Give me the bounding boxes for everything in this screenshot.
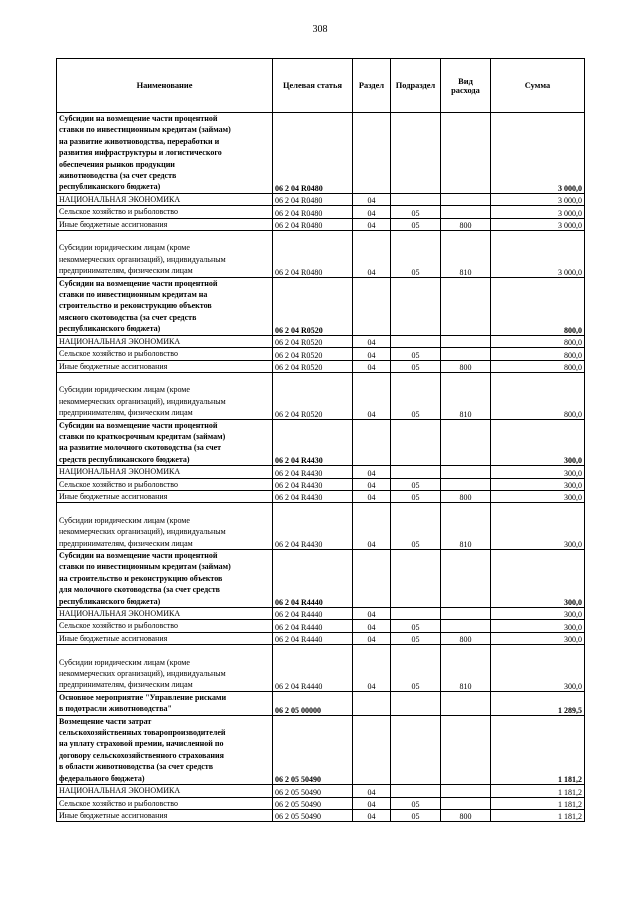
row-amount: 3 000,0 — [491, 193, 585, 205]
row-name-line: Иные бюджетные ассигнования — [59, 810, 168, 820]
row-subsection — [391, 785, 441, 797]
table-row — [57, 277, 585, 335]
row-name — [57, 218, 273, 230]
row-subsection: 05 — [391, 478, 441, 490]
row-name-line: НАЦИОНАЛЬНАЯ ЭКОНОМИКА — [59, 336, 181, 346]
row-amount: 1 181,2 — [491, 809, 585, 821]
row-name-line — [59, 645, 270, 656]
header-amount: Сумма — [491, 59, 585, 113]
row-target: 06 2 04 R0480 — [273, 193, 353, 205]
row-section: 04 — [353, 503, 391, 550]
row-subsection: 05 — [391, 206, 441, 218]
row-expense-type: 800 — [441, 490, 491, 502]
row-name-line: Сельское хозяйство и рыболовство — [59, 621, 179, 631]
row-section — [353, 419, 391, 466]
row-amount: 300,0 — [491, 549, 585, 607]
row-name — [57, 797, 273, 809]
row-name-line: НАЦИОНАЛЬНАЯ ЭКОНОМИКА — [59, 786, 181, 796]
row-target: 06 2 04 R4440 — [273, 549, 353, 607]
table-row — [57, 348, 585, 360]
row-name — [57, 113, 273, 194]
row-name-line: Субсидии на возмещение части процентной — [59, 420, 218, 430]
row-name-line — [59, 373, 270, 384]
row-amount: 3 000,0 — [491, 231, 585, 278]
row-section — [353, 691, 391, 715]
row-target: 06 2 05 00000 — [273, 691, 353, 715]
row-name-line: Сельское хозяйство и рыболовство — [59, 207, 179, 217]
table-row — [57, 466, 585, 478]
table-row — [57, 549, 585, 607]
row-name — [57, 478, 273, 490]
row-subsection — [391, 549, 441, 607]
row-name — [57, 372, 273, 419]
row-subsection — [391, 466, 441, 478]
page-number: 308 — [312, 24, 328, 35]
row-section: 04 — [353, 632, 391, 644]
header-target: Целевая статья — [273, 59, 353, 113]
row-name-line: Субсидии на возмещение части процентной — [59, 550, 218, 560]
row-amount: 300,0 — [491, 503, 585, 550]
row-subsection: 05 — [391, 645, 441, 692]
row-amount: 1 181,2 — [491, 797, 585, 809]
row-expense-type: 800 — [441, 218, 491, 230]
row-subsection: 05 — [391, 809, 441, 821]
row-subsection: 05 — [391, 620, 441, 632]
row-name — [57, 549, 273, 607]
row-subsection: 05 — [391, 503, 441, 550]
row-subsection: 05 — [391, 348, 441, 360]
row-amount: 300,0 — [491, 632, 585, 644]
row-target: 06 2 04 R4440 — [273, 608, 353, 620]
row-expense-type: 810 — [441, 372, 491, 419]
row-section — [353, 113, 391, 194]
table-row — [57, 797, 585, 809]
row-name — [57, 348, 273, 360]
table-row — [57, 608, 585, 620]
row-target: 06 2 04 R0520 — [273, 277, 353, 335]
row-expense-type — [441, 797, 491, 809]
row-expense-type — [441, 113, 491, 194]
row-name-line: Иные бюджетные ассигнования — [59, 219, 168, 229]
row-target: 06 2 04 R0480 — [273, 206, 353, 218]
row-name-line: федерального бюджета) — [59, 773, 145, 783]
row-name — [57, 231, 273, 278]
budget-table — [56, 58, 585, 822]
row-subsection — [391, 113, 441, 194]
row-amount: 300,0 — [491, 620, 585, 632]
row-section: 04 — [353, 490, 391, 502]
row-expense-type — [441, 620, 491, 632]
row-section: 04 — [353, 785, 391, 797]
row-section — [353, 277, 391, 335]
row-target: 06 2 04 R4430 — [273, 419, 353, 466]
row-expense-type — [441, 549, 491, 607]
row-name-line: мясного скотоводства (за счет средств — [59, 312, 197, 322]
table-header-row — [57, 59, 585, 113]
row-subsection: 05 — [391, 632, 441, 644]
row-amount: 300,0 — [491, 466, 585, 478]
table-row — [57, 231, 585, 278]
row-expense-type — [441, 419, 491, 466]
row-name-line: некоммерческих организаций), индивидуальным — [59, 669, 226, 679]
row-name-line: Субсидии на возмещение части процентной — [59, 278, 218, 288]
row-expense-type — [441, 691, 491, 715]
row-name-line: НАЦИОНАЛЬНАЯ ЭКОНОМИКА — [59, 467, 181, 477]
row-name-line: Субсидии на возмещение части процентной — [59, 114, 218, 123]
row-expense-type: 800 — [441, 360, 491, 372]
row-amount: 3 000,0 — [491, 206, 585, 218]
row-expense-type — [441, 608, 491, 620]
row-subsection — [391, 691, 441, 715]
row-name-line: республиканского бюджета) — [59, 324, 161, 334]
row-name-line: Иные бюджетные ассигнования — [59, 633, 168, 643]
row-section: 04 — [353, 478, 391, 490]
table-row — [57, 645, 585, 692]
row-expense-type — [441, 715, 491, 784]
row-name — [57, 691, 273, 715]
row-name — [57, 645, 273, 692]
row-subsection: 05 — [391, 360, 441, 372]
table-row — [57, 620, 585, 632]
row-name-line: ставки по инвестиционным кредитам на — [59, 290, 208, 300]
row-expense-type — [441, 785, 491, 797]
row-target: 06 2 04 R0520 — [273, 335, 353, 347]
row-amount: 800,0 — [491, 372, 585, 419]
row-expense-type — [441, 335, 491, 347]
row-name-line: сельскохозяйственных товаропроизводителей — [59, 728, 226, 738]
row-section: 04 — [353, 360, 391, 372]
row-name-line: на строительство и реконструкцию объектов — [59, 573, 223, 583]
table-row — [57, 206, 585, 218]
row-expense-type: 810 — [441, 231, 491, 278]
row-target: 06 2 04 R4440 — [273, 632, 353, 644]
row-expense-type — [441, 478, 491, 490]
row-section: 04 — [353, 466, 391, 478]
row-name — [57, 360, 273, 372]
row-name-line: Сельское хозяйство и рыболовство — [59, 349, 179, 359]
row-subsection — [391, 419, 441, 466]
row-name-line: некоммерческих организаций), индивидуальным — [59, 527, 226, 537]
row-section: 04 — [353, 620, 391, 632]
table-row — [57, 632, 585, 644]
row-name-line: Субсидии юридическим лицам (кроме — [59, 243, 190, 253]
row-amount: 800,0 — [491, 360, 585, 372]
row-target: 06 2 05 50490 — [273, 809, 353, 821]
row-target: 06 2 04 R4430 — [273, 466, 353, 478]
row-name-line — [59, 231, 270, 242]
row-name — [57, 277, 273, 335]
row-amount: 300,0 — [491, 478, 585, 490]
row-amount: 800,0 — [491, 348, 585, 360]
row-name-line: предпринимателям, физическим лицам — [59, 266, 193, 276]
row-name-line: предпринимателям, физическим лицам — [59, 538, 193, 548]
row-section: 04 — [353, 797, 391, 809]
row-name-line: строительство и реконструкцию объектов — [59, 301, 212, 311]
row-target: 06 2 04 R4430 — [273, 478, 353, 490]
row-subsection: 05 — [391, 490, 441, 502]
row-target: 06 2 04 R0520 — [273, 360, 353, 372]
row-amount: 300,0 — [491, 645, 585, 692]
row-name-line: ставки по краткосрочным кредитам (займам) — [59, 431, 226, 441]
row-expense-type — [441, 277, 491, 335]
table-row — [57, 785, 585, 797]
row-name-line: в подотрасли животноводства" — [59, 704, 172, 714]
row-name-line: Субсидии юридическим лицам (кроме — [59, 385, 190, 395]
row-section: 04 — [353, 608, 391, 620]
row-subsection — [391, 608, 441, 620]
row-name-line: средств республиканского бюджета) — [59, 454, 190, 464]
table-row — [57, 809, 585, 821]
row-name-line: некоммерческих организаций), индивидуальным — [59, 254, 226, 264]
row-name-line: для молочного скотоводства (за счет средств — [59, 585, 220, 595]
row-name-line: Сельское хозяйство и рыболовство — [59, 798, 179, 808]
row-amount: 1 181,2 — [491, 785, 585, 797]
row-amount: 1 289,5 — [491, 691, 585, 715]
row-expense-type: 810 — [441, 645, 491, 692]
row-name-line — [59, 503, 270, 514]
row-section: 04 — [353, 335, 391, 347]
row-name-line: ставки по инвестиционным кредитам (займам) — [59, 562, 231, 572]
table-row — [57, 360, 585, 372]
table-row — [57, 419, 585, 466]
table-row — [57, 503, 585, 550]
row-name — [57, 335, 273, 347]
row-name-line: Иные бюджетные ассигнования — [59, 491, 168, 501]
row-name-line: предпринимателям, физическим лицам — [59, 408, 193, 418]
row-section: 04 — [353, 809, 391, 821]
table-row — [57, 335, 585, 347]
row-expense-type — [441, 466, 491, 478]
row-section: 04 — [353, 193, 391, 205]
row-section — [353, 549, 391, 607]
row-subsection: 05 — [391, 372, 441, 419]
row-name — [57, 419, 273, 466]
row-subsection — [391, 715, 441, 784]
row-name — [57, 632, 273, 644]
row-section: 04 — [353, 645, 391, 692]
header-name: Наименование — [57, 59, 273, 113]
row-target: 06 2 04 R4430 — [273, 503, 353, 550]
row-expense-type: 810 — [441, 503, 491, 550]
row-name-line: на развитие животноводства, переработки и — [59, 136, 220, 146]
table-row — [57, 113, 585, 194]
row-name-line: республиканского бюджета) — [59, 596, 161, 606]
row-name-line: НАЦИОНАЛЬНАЯ ЭКОНОМИКА — [59, 194, 181, 204]
row-amount: 300,0 — [491, 419, 585, 466]
table-row — [57, 691, 585, 715]
row-name-line: на уплату страховой премии, начисленной по — [59, 739, 224, 749]
row-subsection — [391, 193, 441, 205]
row-section: 04 — [353, 372, 391, 419]
row-target: 06 2 04 R0480 — [273, 218, 353, 230]
row-amount: 1 181,2 — [491, 715, 585, 784]
header-expense-type: Вид расхода — [441, 59, 491, 113]
row-name-line: предпринимателям, физическим лицам — [59, 680, 193, 690]
row-target: 06 2 04 R0480 — [273, 113, 353, 194]
row-name-line: обеспечения рынков продукции — [59, 159, 175, 169]
row-name-line: Возмещение части затрат — [59, 716, 152, 726]
row-target: 06 2 05 50490 — [273, 785, 353, 797]
row-target: 06 2 04 R4430 — [273, 490, 353, 502]
row-name-line: Субсидии юридическим лицам (кроме — [59, 515, 190, 525]
row-name — [57, 503, 273, 550]
row-name — [57, 193, 273, 205]
table-row — [57, 715, 585, 784]
row-name — [57, 620, 273, 632]
table-row — [57, 490, 585, 502]
row-name-line: развития инфраструктуры и логистического — [59, 148, 222, 158]
table-row — [57, 218, 585, 230]
table-row — [57, 193, 585, 205]
row-name-line: Сельское хозяйство и рыболовство — [59, 479, 179, 489]
row-expense-type — [441, 206, 491, 218]
row-expense-type — [441, 193, 491, 205]
row-target: 06 2 05 50490 — [273, 715, 353, 784]
row-amount: 300,0 — [491, 608, 585, 620]
table-body — [57, 113, 585, 822]
row-name-line: Субсидии юридическим лицам (кроме — [59, 657, 190, 667]
row-name-line: некоммерческих организаций), индивидуальным — [59, 396, 226, 406]
row-name — [57, 785, 273, 797]
row-target: 06 2 05 50490 — [273, 797, 353, 809]
header-subsection: Подраздел — [391, 59, 441, 113]
row-expense-type — [441, 348, 491, 360]
row-name-line: в области животноводства (за счет средств — [59, 762, 214, 772]
row-name — [57, 608, 273, 620]
row-name — [57, 715, 273, 784]
row-name-line: НАЦИОНАЛЬНАЯ ЭКОНОМИКА — [59, 609, 181, 619]
row-name-line: Основное мероприятие "Управление рисками — [59, 692, 227, 702]
row-target: 06 2 04 R0480 — [273, 231, 353, 278]
row-subsection: 05 — [391, 797, 441, 809]
row-section: 04 — [353, 218, 391, 230]
row-name-line: животноводства (за счет средств — [59, 171, 177, 181]
row-section — [353, 715, 391, 784]
row-amount: 300,0 — [491, 490, 585, 502]
row-section: 04 — [353, 206, 391, 218]
row-amount: 800,0 — [491, 335, 585, 347]
header-section: Раздел — [353, 59, 391, 113]
row-name — [57, 490, 273, 502]
row-section: 04 — [353, 348, 391, 360]
row-target: 06 2 04 R4440 — [273, 620, 353, 632]
row-amount: 3 000,0 — [491, 218, 585, 230]
row-target: 06 2 04 R4440 — [273, 645, 353, 692]
row-subsection — [391, 277, 441, 335]
row-expense-type: 800 — [441, 809, 491, 821]
row-name — [57, 809, 273, 821]
row-name-line: договору сельскохозяйственного страхования — [59, 750, 224, 760]
row-name-line: Иные бюджетные ассигнования — [59, 361, 168, 371]
row-section: 04 — [353, 231, 391, 278]
row-amount: 3 000,0 — [491, 113, 585, 194]
row-amount: 800,0 — [491, 277, 585, 335]
table-row — [57, 372, 585, 419]
row-subsection — [391, 335, 441, 347]
row-subsection: 05 — [391, 231, 441, 278]
row-expense-type: 800 — [441, 632, 491, 644]
row-name — [57, 206, 273, 218]
row-target: 06 2 04 R0520 — [273, 372, 353, 419]
row-name-line: на развитие молочного скотоводства (за счет — [59, 443, 222, 453]
row-target: 06 2 04 R0520 — [273, 348, 353, 360]
row-subsection: 05 — [391, 218, 441, 230]
row-name-line: ставки по инвестиционным кредитам (займам) — [59, 125, 231, 135]
row-name-line: республиканского бюджета) — [59, 182, 161, 192]
table-row — [57, 478, 585, 490]
row-name — [57, 466, 273, 478]
